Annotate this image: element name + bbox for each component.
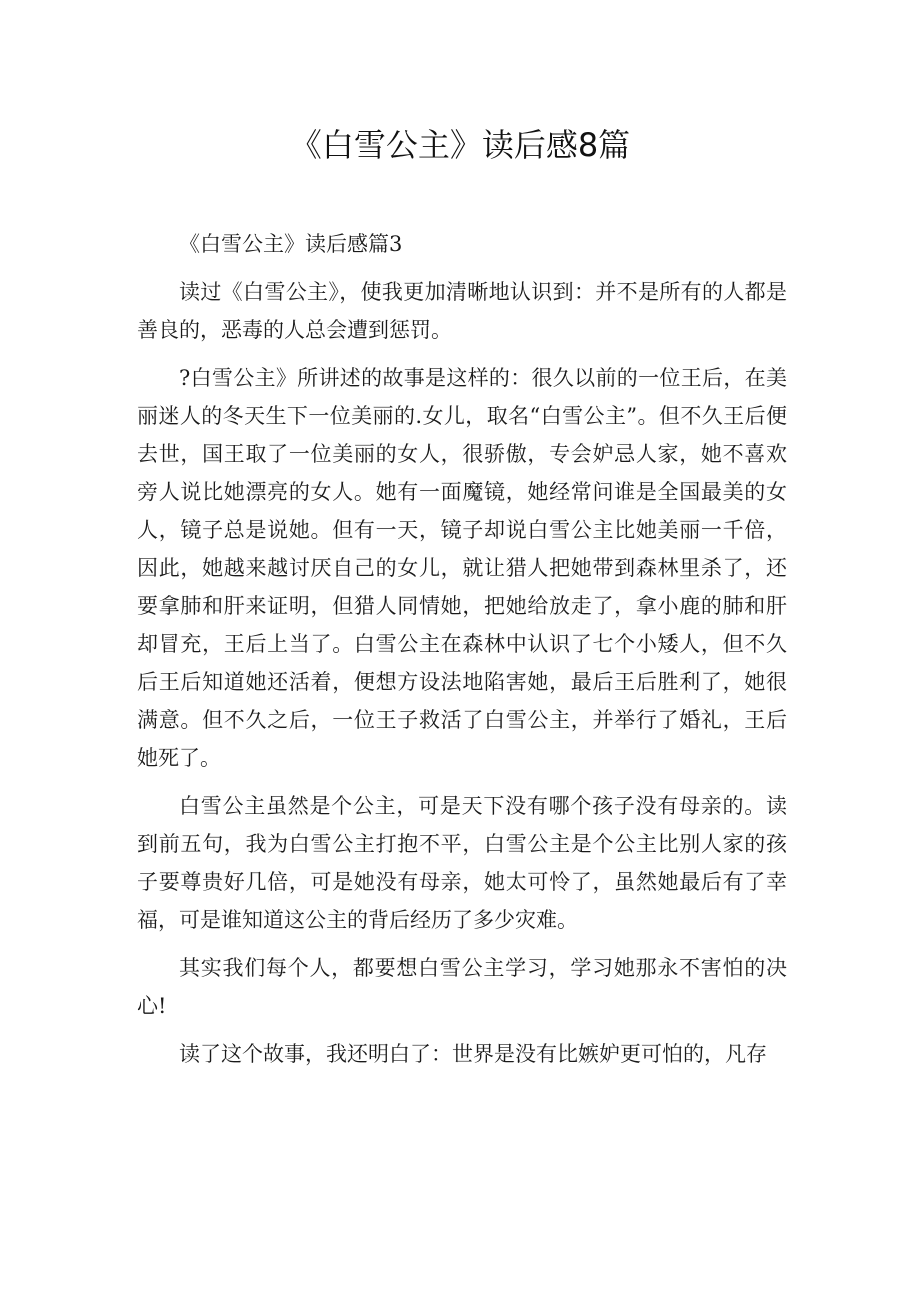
document-body bbox=[137, 225, 787, 1073]
document-title: 《白雪公主》读后感8篇 bbox=[289, 126, 631, 164]
section-heading: 《白雪公主》读后感篇3 bbox=[179, 232, 403, 256]
paragraph-2: ?白雪公主》所讲述的故事是这样的：很久以前的一位王后，在美丽迷人的冬天生下一位美丽的.女儿，取名“白雪公主”。但不久王后便去世，国王取了一位美丽的女人，很骄傲，专会妒忌人家，她不喜欢旁人说比她漂亮的女人。她有一面魔镜，她经常问谁是全国最美的女人，镜子总是说她。但有一天，镜子却说白雪公主比她美丽一千倍，因此，她越来越讨厌自己的女儿，就让猎人把她带到森林里杀了，还要拿肺和肝来证明，但猎人同情她，把她给放走了，拿小鹿的肺和肝却冒充，王后上当了。白雪公主在森林中认识了七个小矮人，但不久后王后知道她还活着，便想方设法地陷害她，最后王后胜利了，她很满意。但不久之后，一位王子救活了白雪公主，并举行了婚礼，王后她死了。 bbox=[137, 366, 787, 770]
paragraph-1: 读过《白雪公主》，使我更加清晰地认识到：并不是所有的人都是善良的，恶毒的人总会遭到惩罚。 bbox=[137, 280, 787, 342]
paragraph-4: 其实我们每个人，都要想白雪公主学习，学习她那永不害怕的决心! bbox=[137, 956, 787, 1018]
paragraph-5: 读了这个故事，我还明白了：世界是没有比嫉妒更可怕的，凡存 bbox=[179, 1042, 767, 1066]
paragraph-3: 白雪公主虽然是个公主，可是天下没有哪个孩子没有母亲的。读到前五句，我为白雪公主打抱不平，白雪公主是个公主比别人家的孩子要尊贵好几倍，可是她没有母亲，她太可怜了，虽然她最后有了幸福，可是谁知道这公主的背后经历了多少灾难。 bbox=[137, 794, 787, 932]
